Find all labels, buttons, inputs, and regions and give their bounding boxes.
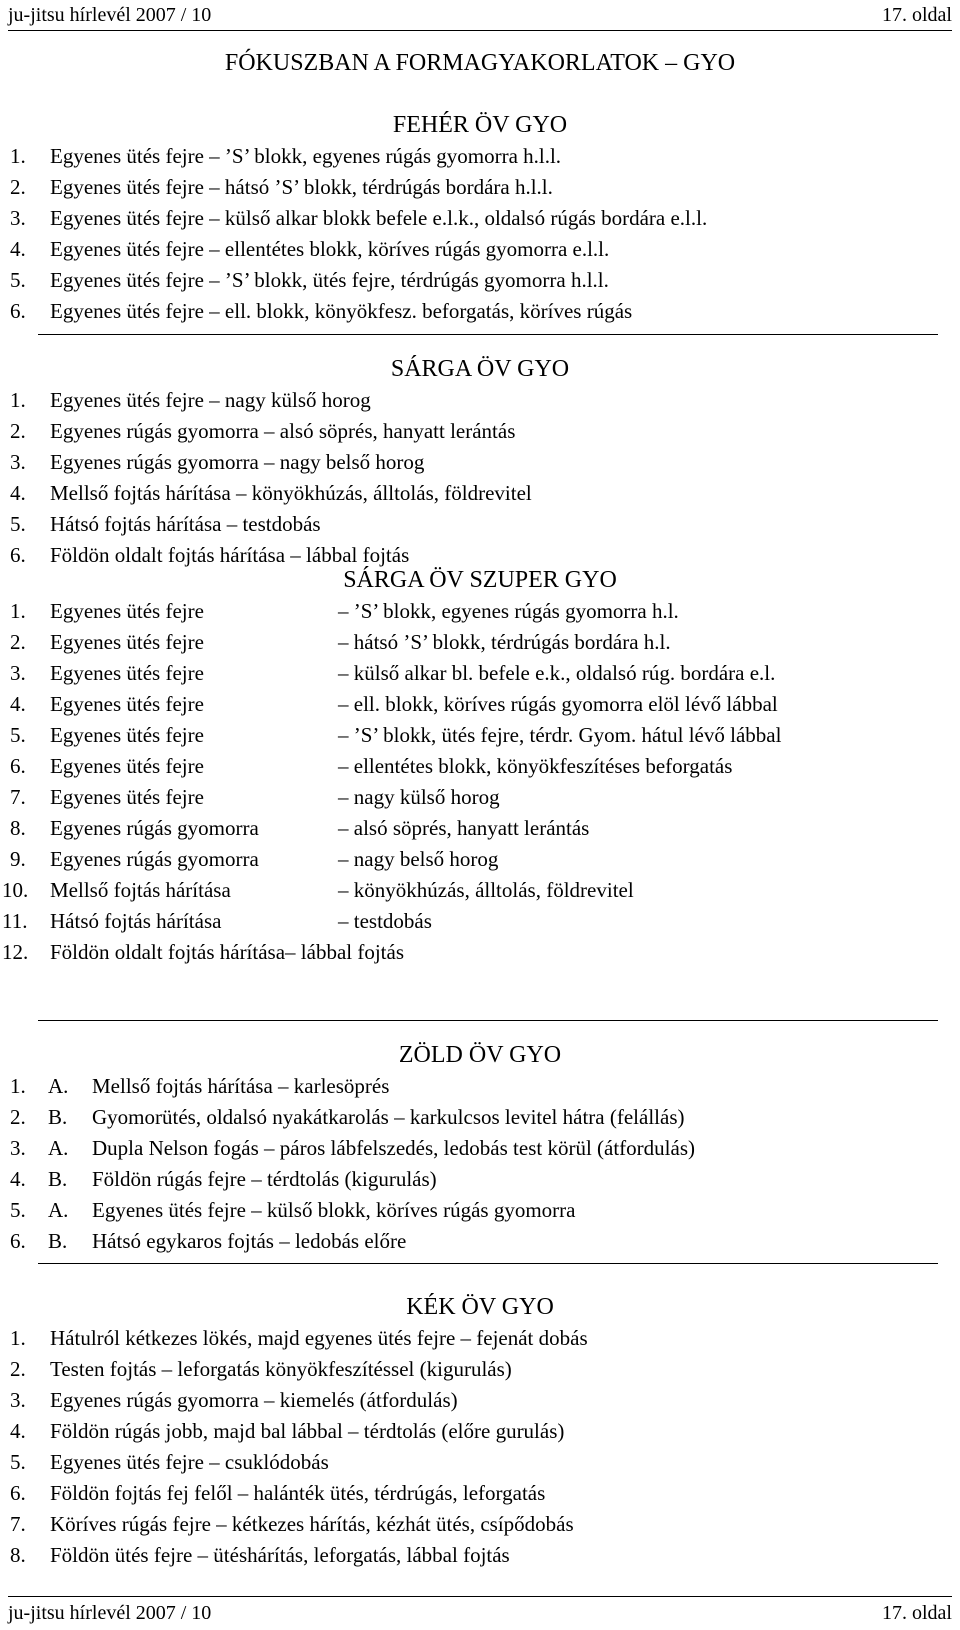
attack-text: Egyenes ütés fejre xyxy=(50,599,204,623)
item-number: 6. xyxy=(10,543,26,567)
item-number: 1. xyxy=(10,388,26,412)
item-number: 2. xyxy=(10,175,26,199)
header-publication: ju-jitsu hírlevél 2007 / 10 xyxy=(8,4,212,26)
list-item xyxy=(0,141,960,172)
item-number: 5. xyxy=(10,1450,26,1474)
section-heading: SÁRGA ÖV SZUPER GYO xyxy=(343,567,617,593)
defense-text: – ’S’ blokk, egyenes rúgás gyomorra h.l. xyxy=(338,599,679,623)
item-number: 11. xyxy=(2,909,28,933)
item-number: 4. xyxy=(10,692,26,716)
item-text: Egyenes ütés fejre – csuklódobás xyxy=(50,1450,329,1474)
list-item xyxy=(0,1416,960,1447)
item-text: Földön ütés fejre – ütéshárítás, leforgatás, lábbal fojtás xyxy=(50,1543,510,1567)
section-zold xyxy=(0,1040,960,1257)
section-divider xyxy=(38,1263,938,1264)
list-item xyxy=(0,906,960,937)
item-text: Mellső fojtás hárítása – könyökhúzás, álltolás, földrevitel xyxy=(50,481,532,505)
attack-text: Egyenes ütés fejre xyxy=(50,754,204,778)
item-text: Egyenes ütés fejre – külső blokk, köríves rúgás gyomorra xyxy=(92,1198,576,1222)
running-footer xyxy=(8,1598,952,1628)
list-item xyxy=(0,509,960,540)
list-item xyxy=(0,813,960,844)
item-text: Egyenes rúgás gyomorra – nagy belső horog xyxy=(50,450,425,474)
list-item xyxy=(0,478,960,509)
section-heading: FEHÉR ÖV GYO xyxy=(392,112,568,138)
header-rule xyxy=(8,30,952,31)
item-text: Gyomorütés, oldalsó nyakátkarolás – karkulcsos levitel hátra (felállás) xyxy=(92,1105,685,1129)
list-item xyxy=(0,844,960,875)
footer-page-number: 17. oldal xyxy=(882,1602,952,1624)
item-number: 5. xyxy=(10,1198,26,1222)
item-number: 1. xyxy=(10,144,26,168)
item-number: 5. xyxy=(10,723,26,747)
list-item xyxy=(0,1385,960,1416)
item-text: Hátsó egykaros fojtás – ledobás előre xyxy=(92,1229,407,1253)
item-number: 3. xyxy=(10,450,26,474)
list-item xyxy=(0,720,960,751)
item-letter: A. xyxy=(48,1198,69,1222)
list-item xyxy=(0,234,960,265)
attack-text: Egyenes rúgás gyomorra xyxy=(50,816,259,840)
item-number: 12. xyxy=(2,940,29,964)
item-text: Egyenes ütés fejre – ’S’ blokk, egyenes rúgás gyomorra h.l.l. xyxy=(50,144,562,168)
list-item xyxy=(0,875,960,906)
item-number: 3. xyxy=(10,206,26,230)
item-number: 4. xyxy=(10,237,26,261)
item-letter: B. xyxy=(48,1167,68,1191)
item-number: 2. xyxy=(10,630,26,654)
item-text: Egyenes rúgás gyomorra – alsó söprés, hanyatt lerántás xyxy=(50,419,516,443)
item-number: 5. xyxy=(10,512,26,536)
item-text: Egyenes ütés fejre – hátsó ’S’ blokk, térdrúgás bordára h.l.l. xyxy=(50,175,553,199)
defense-text: – ellentétes blokk, könyökfeszítéses beforgatás xyxy=(338,754,733,778)
list-item xyxy=(0,658,960,689)
defense-text: – ’S’ blokk, ütés fejre, térdr. Gyom. hátul lévő lábbal xyxy=(338,723,782,747)
section-sarga xyxy=(0,354,960,571)
item-letter: B. xyxy=(48,1105,68,1129)
list-item xyxy=(0,596,960,627)
item-letter: A. xyxy=(48,1136,69,1160)
defense-text: – nagy külső horog xyxy=(338,785,500,809)
item-number: 5. xyxy=(10,268,26,292)
list-item xyxy=(0,1133,960,1164)
section-sarga-szuper xyxy=(0,565,960,968)
section-heading: ZÖLD ÖV GYO xyxy=(398,1042,562,1068)
item-letter: B. xyxy=(48,1229,68,1253)
list-item xyxy=(0,1323,960,1354)
list-item xyxy=(0,1071,960,1102)
item-number: 7. xyxy=(10,785,26,809)
attack-text: Egyenes ütés fejre xyxy=(50,723,204,747)
header-page-number: 17. oldal xyxy=(882,4,952,26)
list-item xyxy=(0,751,960,782)
attack-text: Mellső fojtás hárítása xyxy=(50,878,231,902)
attack-text: Egyenes ütés fejre xyxy=(50,630,204,654)
list-item xyxy=(0,1226,960,1257)
item-number: 6. xyxy=(10,1481,26,1505)
list-item xyxy=(0,1102,960,1133)
item-text: Földön rúgás jobb, majd bal lábbal – térdtolás (előre gurulás) xyxy=(50,1419,565,1443)
running-header xyxy=(8,0,952,30)
section-divider xyxy=(38,334,938,335)
defense-text: – testdobás xyxy=(338,909,432,933)
item-text: Köríves rúgás fejre – kétkezes hárítás, kézhát ütés, csípődobás xyxy=(50,1512,574,1536)
item-number: 6. xyxy=(10,754,26,778)
item-number: 4. xyxy=(10,481,26,505)
item-number: 6. xyxy=(10,299,26,323)
item-number: 4. xyxy=(10,1419,26,1443)
footer-rule xyxy=(8,1596,952,1597)
list-item xyxy=(0,937,960,968)
attack-text: Földön oldalt fojtás hárítása– lábbal fojtás xyxy=(50,940,405,964)
list-item xyxy=(0,1509,960,1540)
item-number: 9. xyxy=(10,847,26,871)
item-text: Hátulról kétkezes lökés, majd egyenes ütés fejre – fejenát dobás xyxy=(50,1326,588,1350)
list-item xyxy=(0,1447,960,1478)
list-item xyxy=(0,1195,960,1226)
item-text: Földön oldalt fojtás hárítása – lábbal fojtás xyxy=(50,543,410,567)
list-item xyxy=(0,689,960,720)
list-item xyxy=(0,203,960,234)
list-item xyxy=(0,447,960,478)
item-number: 4. xyxy=(10,1167,26,1191)
item-number: 8. xyxy=(10,816,26,840)
item-number: 10. xyxy=(2,878,29,902)
item-text: Hátsó fojtás hárítása – testdobás xyxy=(50,512,321,536)
item-text: Dupla Nelson fogás – páros lábfelszedés, ledobás test körül (átfordulás) xyxy=(92,1136,695,1160)
section-divider xyxy=(38,1020,938,1021)
defense-text: – hátsó ’S’ blokk, térdrúgás bordára h.l. xyxy=(338,630,671,654)
item-number: 2. xyxy=(10,1357,26,1381)
item-text: Egyenes ütés fejre – ellentétes blokk, köríves rúgás gyomorra e.l.l. xyxy=(50,237,610,261)
defense-text: – nagy belső horog xyxy=(338,847,499,871)
attack-text: Egyenes ütés fejre xyxy=(50,661,204,685)
list-item xyxy=(0,1540,960,1571)
item-letter: A. xyxy=(48,1074,69,1098)
defense-text: – ell. blokk, köríves rúgás gyomorra elöl lévő lábbal xyxy=(338,692,778,716)
item-text: Földön rúgás fejre – térdtolás (kigurulás) xyxy=(92,1167,437,1191)
section-feher xyxy=(0,110,960,327)
item-number: 2. xyxy=(10,419,26,443)
page-title: FÓKUSZBAN A FORMAGYAKORLATOK – GYO xyxy=(224,50,736,76)
item-text: Földön fojtás fej felől – halánték ütés, térdrúgás, leforgatás xyxy=(50,1481,546,1505)
item-text: Egyenes ütés fejre – ell. blokk, könyökfesz. beforgatás, köríves rúgás xyxy=(50,299,633,323)
section-kek xyxy=(0,1292,960,1571)
item-number: 3. xyxy=(10,661,26,685)
list-item xyxy=(0,1478,960,1509)
attack-text: Hátsó fojtás hárítása xyxy=(50,909,222,933)
item-text: Egyenes ütés fejre – nagy külső horog xyxy=(50,388,371,412)
item-number: 1. xyxy=(10,1326,26,1350)
list-item xyxy=(0,385,960,416)
item-text: Egyenes ütés fejre – ’S’ blokk, ütés fejre, térdrúgás gyomorra h.l.l. xyxy=(50,268,609,292)
defense-text: – alsó söprés, hanyatt lerántás xyxy=(338,816,590,840)
list-item xyxy=(0,1354,960,1385)
list-item xyxy=(0,1164,960,1195)
list-item xyxy=(0,627,960,658)
list-item xyxy=(0,782,960,813)
item-number: 1. xyxy=(10,1074,26,1098)
item-number: 2. xyxy=(10,1105,26,1129)
item-text: Mellső fojtás hárítása – karlesöprés xyxy=(92,1074,390,1098)
item-text: Testen fojtás – leforgatás könyökfeszítéssel (kigurulás) xyxy=(50,1357,512,1381)
attack-text: Egyenes ütés fejre xyxy=(50,785,204,809)
item-text: Egyenes ütés fejre – külső alkar blokk befele e.l.k., oldalsó rúgás bordára e.l.l. xyxy=(50,206,708,230)
footer-publication: ju-jitsu hírlevél 2007 / 10 xyxy=(8,1602,212,1624)
item-number: 3. xyxy=(10,1388,26,1412)
item-number: 8. xyxy=(10,1543,26,1567)
defense-text: – könyökhúzás, álltolás, földrevitel xyxy=(338,878,634,902)
defense-text: – külső alkar bl. befele e.k., oldalsó rúg. bordára e.l. xyxy=(338,661,776,685)
section-heading: SÁRGA ÖV GYO xyxy=(390,356,570,382)
list-item xyxy=(0,172,960,203)
attack-text: Egyenes rúgás gyomorra xyxy=(50,847,259,871)
item-number: 6. xyxy=(10,1229,26,1253)
list-item xyxy=(0,265,960,296)
list-item xyxy=(0,416,960,447)
list-item xyxy=(0,296,960,327)
item-number: 7. xyxy=(10,1512,26,1536)
attack-text: Egyenes ütés fejre xyxy=(50,692,204,716)
item-number: 3. xyxy=(10,1136,26,1160)
item-text: Egyenes rúgás gyomorra – kiemelés (átfordulás) xyxy=(50,1388,458,1412)
section-heading: KÉK ÖV GYO xyxy=(406,1294,554,1320)
item-number: 1. xyxy=(10,599,26,623)
